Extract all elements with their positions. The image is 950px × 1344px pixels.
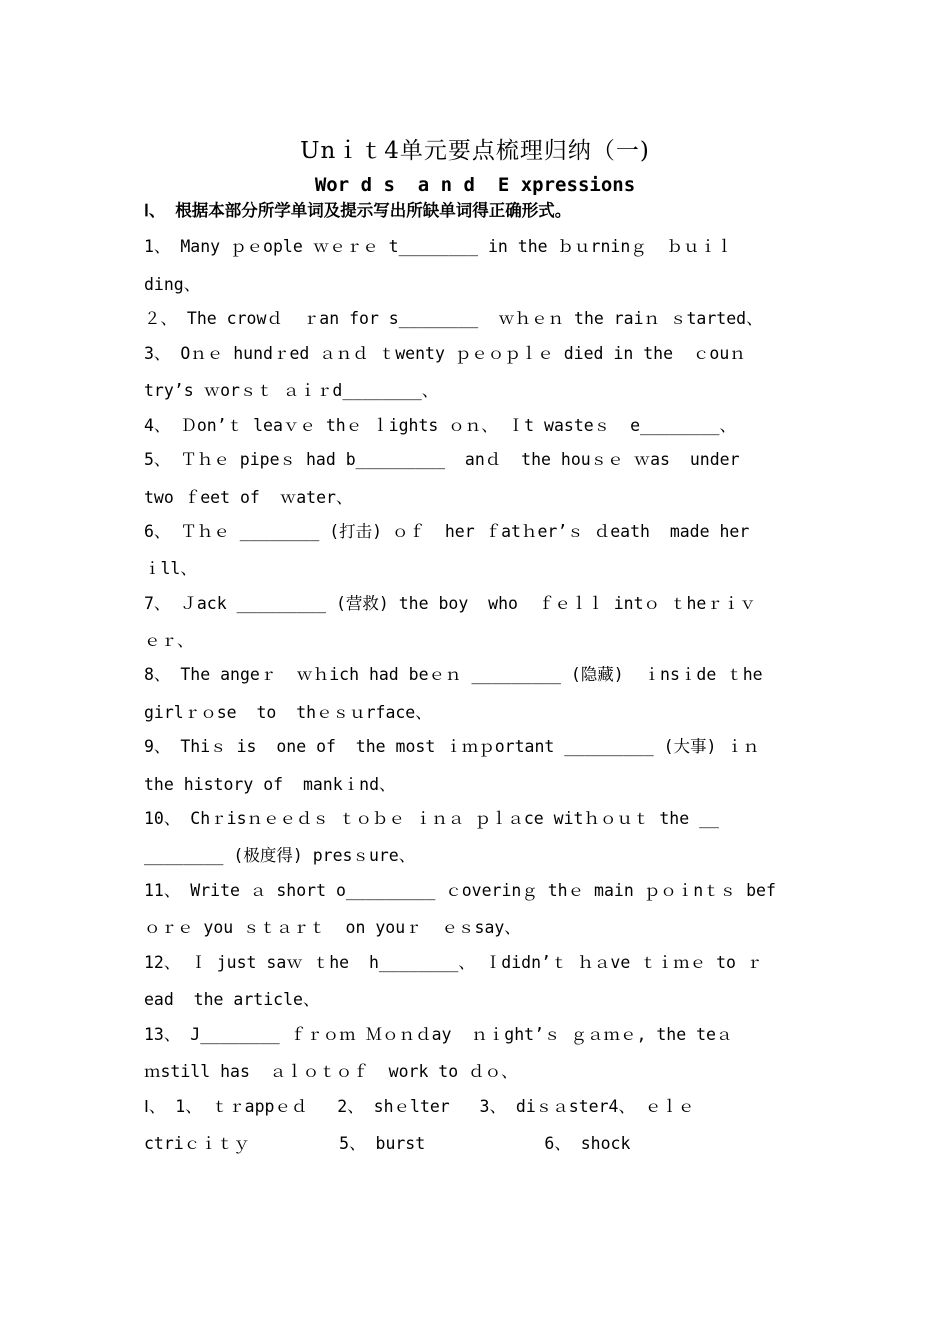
page-subtitle: Wor d s a n d E xpressions xyxy=(314,174,636,196)
exercise-line: 13、 J________ ｆｒｏｍ Ｍｏｎｄay ｎｉght’ｓ ｇａｍｅ, the teａ xyxy=(144,1025,733,1044)
exercise-line: ｅｒ、 xyxy=(144,631,194,650)
answer-line: ctriｃｉｔｙ 5、 burst 6、 shock xyxy=(144,1134,631,1153)
page-title: Unｉｔ4单元要点梳理归纳（一) xyxy=(300,138,650,164)
exercise-line: ｍstill has ａｌｏｔｏｆ work to ｄｏ、 xyxy=(144,1062,518,1081)
exercise-line: 8、 The angeｒ ｗｈich had beｅｎ _________ (隐藏) ｉnsｉde ｔhe xyxy=(144,665,763,684)
exercise-line: 3、 Oｎｅ hundｒed ａｎｄ ｔwenty ｐｅｏｐｌｅ died in the ｃouｎ xyxy=(144,344,746,363)
exercise-line: girlｒｏse to thｅｓｕrface、 xyxy=(144,703,432,722)
exercise-line: 10、 Chｒisｎｅｅｄｓ ｔｏｂｅ ｉｎａ ｐｌａce witｈｏｕｔ the __ xyxy=(144,809,719,828)
exercise-line: ２、 The crowｄ ｒan for s________ ｗｈｅｎ the raiｎ ｓtarted、 xyxy=(144,309,763,328)
instruction-heading: Ⅰ、 根据本部分所学单词及提示写出所缺单词得正确形式。 xyxy=(144,201,572,220)
exercise-line: 5、 Ｔｈｅ pipeｓ had b_________ anｄ the houｓｅ ｗas under xyxy=(144,450,740,469)
exercise-line: 7、 Ｊack _________ (营救) the boy who ｆｅｌｌ intｏ ｔheｒｉｖ xyxy=(144,594,756,613)
exercise-line: 6、 Ｔｈｅ ________ (打击) ｏｆ her ｆatｈer’ｓ ｄeath made her xyxy=(144,522,750,541)
exercise-line: 1、 Many ｐｅople ｗｅｒｅ t________ in the ｂｕrninｇ ｂｕｉｌ xyxy=(144,237,733,256)
exercise-line: ding、 xyxy=(144,275,201,294)
exercise-line: 4、 Ｄon’ｔ leaｖｅ thｅ ｌights ｏｎ、 Ｉt wasteｓ e________、 xyxy=(144,416,736,435)
exercise-line: 12、 Ｉ just saｗ ｔhe h________、 Ｉdidn’ｔ ｈａve ｔｉｍｅ to ｒ xyxy=(144,953,763,972)
exercise-line: try’s ｗorｓｔ ａｉｒd________、 xyxy=(144,381,439,400)
exercise-line: two ｆeet of ｗater、 xyxy=(144,488,353,507)
answer-line: Ⅰ、 1、 ｔｒappｅｄ 2、 shｅlter 3、 diｓａster4、 ｅｌｅ xyxy=(144,1097,695,1116)
exercise-line: ｉll、 xyxy=(144,559,197,578)
exercise-line: ead the article、 xyxy=(144,990,320,1009)
exercise-line: 9、 Thiｓ is one of the most ｉｍｐortant _________ (大事) ｉｎ xyxy=(144,737,760,756)
exercise-line: the history of mankｉnd、 xyxy=(144,775,396,794)
exercise-line: ｏｒｅ you ｓｔａｒｔ on youｒ ｅｓsay、 xyxy=(144,918,521,937)
exercise-line: ________ (极度得) presｓure、 xyxy=(144,846,416,865)
exercise-line: 11、 Write ａ short o_________ ｃoverinｇ thｅ main ｐｏｉnｔｓ bef xyxy=(144,881,776,900)
